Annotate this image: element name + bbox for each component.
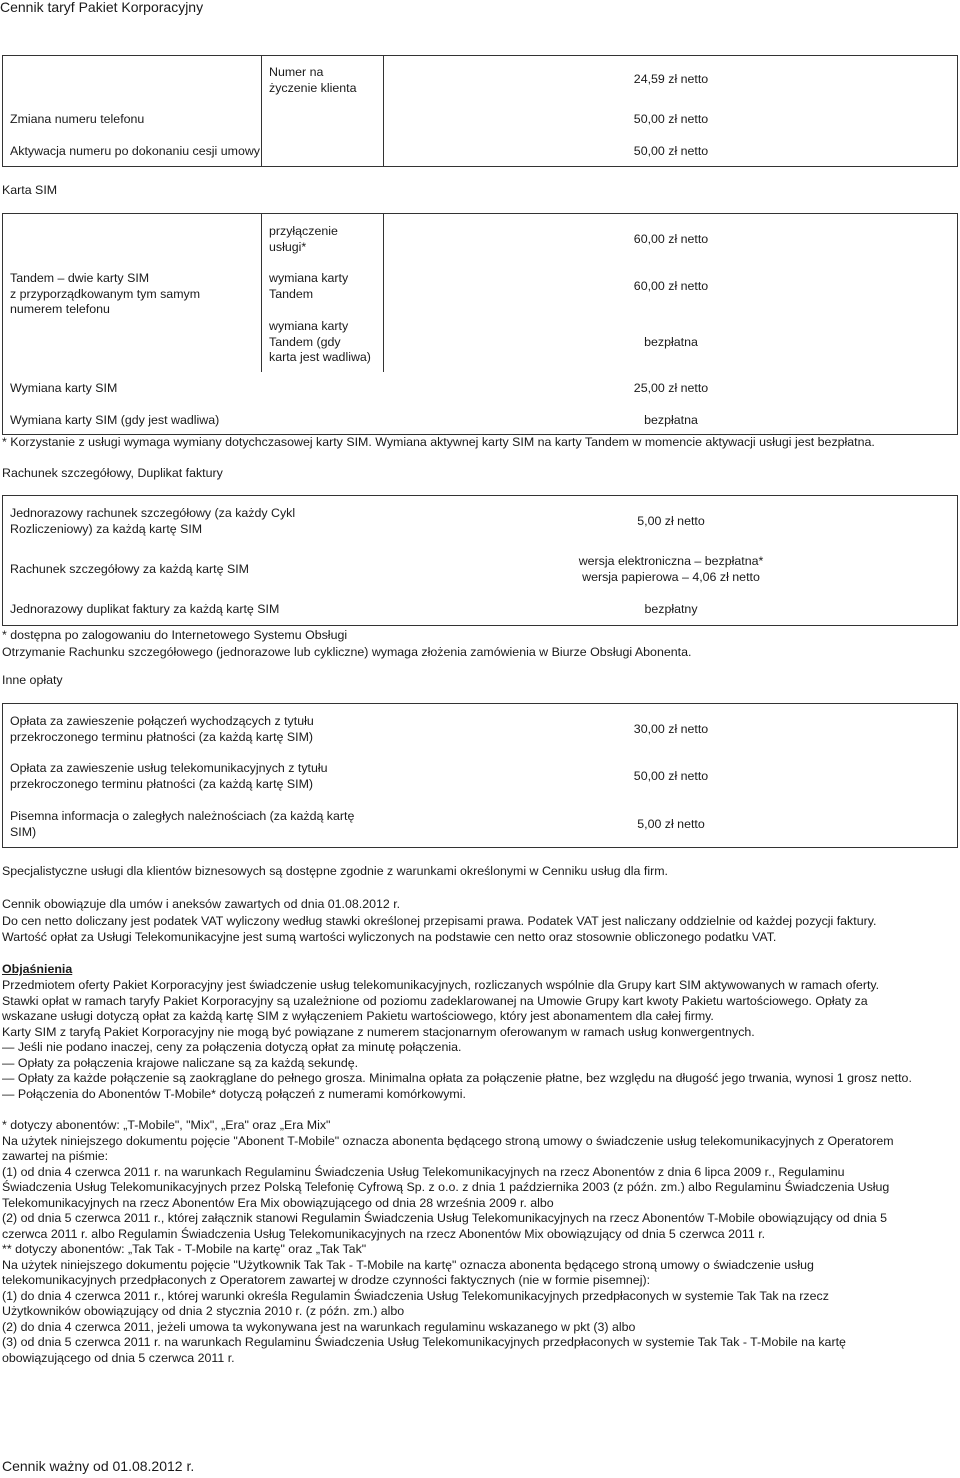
tandem-exchange-label: wymiana karty Tandem bbox=[269, 271, 349, 301]
number-sub-price: 24,59 zł netto bbox=[633, 72, 709, 86]
definition-line: (3) od dnia 5 czerwca 2011 r. na warunkach Regulaminu Świadczenia Usług Telekomunikacyjnych przedpłaconych w systemie Tak Tak - T-Mobile na kartę bbox=[2, 1335, 846, 1349]
definition-line: czerwca 2011 r. albo Regulamin Świadczenia Usług Telekomunikacyjnych na rzecz Abonentów Mix obowiązujący od dnia 5 czerwca 2011 r. bbox=[2, 1226, 766, 1241]
definition-line: Telekomunikacyjnych na rzecz Abonentów Era Mix obowiązującego od dnia 28 września 2009 r. albo bbox=[2, 1195, 554, 1210]
sim-exchange-label: Wymiana karty SIM bbox=[10, 381, 118, 395]
detailed-bill-price: wersja elektroniczna – bezpłatna* wersja papierowa – 4,06 zł netto bbox=[578, 554, 764, 584]
definitions-block bbox=[2, 1118, 894, 1366]
other-fees-table bbox=[2, 703, 958, 848]
explanation-line: Przedmiotem oferty Pakiet Korporacyjny jest świadczenie usług telekomunikacyjnych, rozliczanych wspólnie dla Grupy kart SIM aktywowanych w ramach oferty. bbox=[2, 978, 880, 992]
special-services-note: Specjalistyczne usługi dla klientów biznesowych są dostępne zgodnie z warunkami określonymi w Cenniku usług dla firm. bbox=[2, 864, 668, 878]
definition-line: * dotyczy abonentów: „T-Mobile", "Mix", „Era" oraz „Era Mix" bbox=[2, 1118, 331, 1132]
suspend-services-price: 50,00 zł netto bbox=[633, 769, 709, 783]
vat-note-2: Wartość opłat za Usługi Telekomunikacyjne jest sumą wartości wyliczonych na podstawie cen netto oraz stosownie obliczonego podatku VAT. bbox=[2, 930, 777, 944]
detailed-bill-once-label: Jednorazowy rachunek szczegółowy (za każdy Cykl Rozliczeniowy) za każdą kartę SIM bbox=[10, 506, 296, 536]
duplicate-invoice-price: bezpłatny bbox=[644, 602, 698, 616]
tandem-connect-label: przyłączenie usługi* bbox=[269, 224, 338, 254]
number-sub-label: Numer na życzenie klienta bbox=[269, 65, 357, 95]
explanation-line: — Opłaty za każde połączenie są zaokrąglane do pełnego grosza. Minimalna opłata za połączenie płatne, bez względu na długość jego trwania, wynosi 1 grosz netto. bbox=[2, 1071, 912, 1085]
change-number-price: 50,00 zł netto bbox=[633, 112, 709, 126]
bill-footnote-1: * dostępna po zalogowaniu do Internetowego Systemu Obsługi bbox=[2, 628, 348, 642]
definition-line: Na użytek niniejszego dokumentu pojęcie "Abonent T-Mobile" oznacza abonenta będącego stroną umowy o świadczenie usług telekomunikacyjnych z Operatorem bbox=[2, 1133, 894, 1148]
explanations-block bbox=[2, 978, 912, 1102]
explanation-line: wskazane usługi dotyczą opłat za każdą kartę SIM z wyłączeniem Pakietu wartościowego, który jest abonamentem dla całej firmy. bbox=[2, 1009, 714, 1023]
definition-line: obowiązującego od dnia 5 czerwca 2011 r. bbox=[2, 1350, 235, 1365]
definition-line: ** dotyczy abonentów: „Tak Tak - T-Mobile na kartę" oraz „Tak Tak" bbox=[2, 1242, 367, 1256]
suspend-outgoing-price: 30,00 zł netto bbox=[633, 722, 709, 736]
definition-line: Użytkowników obowiązujący od dnia 2 stycznia 2010 r. (z późn. zm.) albo bbox=[2, 1304, 405, 1318]
definition-line: (2) do dnia 4 czerwca 2011, jeżeli umowa ta wykonywana jest na warunkach regulaminu wskazanego w pkt (3) albo bbox=[2, 1319, 636, 1334]
bill-table bbox=[2, 495, 958, 626]
explanation-line: — Opłaty za połączenia krajowe naliczane są za każdą sekundę. bbox=[2, 1055, 359, 1070]
activation-price: 50,00 zł netto bbox=[633, 144, 709, 158]
vat-note-1: Do cen netto doliczany jest podatek VAT wyliczony według stawki określonej przepisami prawa. Podatek VAT jest naliczany oddzielnie od każdej pozycji faktury. bbox=[2, 914, 877, 928]
definition-line: (1) od dnia 4 czerwca 2011 r. na warunkach Regulaminu Świadczenia Usług Telekomunikacyjnych na rzecz Abonentów z dnia 6 lipca 2009 r., Regulaminu bbox=[2, 1164, 845, 1179]
sim-table bbox=[2, 213, 958, 435]
tandem-connect-price: 60,00 zł netto bbox=[633, 232, 709, 246]
footer-validity: Cennik ważny od 01.08.2012 r. bbox=[2, 1458, 195, 1474]
sim-footnote: * Korzystanie z usługi wymaga wymiany dotychczasowej karty SIM. Wymiana aktywnej karty SIM na karty Tandem w momencie aktywacji usługi jest bezpłatna. bbox=[2, 435, 875, 449]
suspend-services-label: Opłata za zawieszenie usług telekomunikacyjnych z tytułu przekroczonego terminu płatności (za każdą kartę SIM) bbox=[10, 761, 328, 791]
activation-label: Aktywacja numeru po dokonaniu cesji umowy bbox=[10, 144, 261, 158]
written-notice-label: Pisemna informacja o zaległych należnościach (za każdą kartę SIM) bbox=[10, 809, 355, 839]
definition-line: (2) od dnia 5 czerwca 2011 r., której załącznik stanowi Regulamin Świadczenia Usług Telekomunikacyjnych na rzecz Abonentów T-Mobile obowiązujący od dnia 5 bbox=[2, 1211, 888, 1225]
sim-defect-price: bezpłatna bbox=[644, 413, 698, 427]
suspend-outgoing-label: Opłata za zawieszenie połączeń wychodzących z tytułu przekroczonego terminu płatności (za każdą kartę SIM) bbox=[10, 714, 314, 744]
number-table bbox=[2, 55, 958, 167]
explanation-line: Karty SIM z taryfą Pakiet Korporacyjny nie mogą być powiązane z numerem stacjonarnym oferowanym w ramach usług konwergentnych. bbox=[2, 1024, 755, 1039]
written-notice-price: 5,00 zł netto bbox=[637, 817, 705, 831]
definition-line: (1) do dnia 4 czerwca 2011 r., której warunki określa Regulamin Świadczenia Usług Telekomunikacyjnych przedpłaconych w systemie Tak Tak na rzecz bbox=[2, 1288, 829, 1303]
tandem-defect-label: wymiana karty Tandem (gdy karta jest wadliwa) bbox=[269, 319, 371, 364]
detailed-bill-label: Rachunek szczegółowy za każdą kartę SIM bbox=[10, 562, 249, 576]
definition-line: zawartej na piśmie: bbox=[2, 1149, 109, 1163]
section-title-sim: Karta SIM bbox=[2, 183, 58, 197]
definition-line: Na użytek niniejszego dokumentu pojęcie "Użytkownik Tak Tak - T-Mobile na kartę" oznacza abonenta będącego stroną umowy o świadczenie usług bbox=[2, 1257, 814, 1272]
section-title-other: Inne opłaty bbox=[2, 673, 63, 687]
page-title: Cennik taryf Pakiet Korporacyjny bbox=[0, 0, 204, 15]
definition-line: telekomunikacyjnych przedpłaconych z Operatorem zawartej w drodze czynności faktycznych (nie w formie pisemnej): bbox=[2, 1273, 651, 1287]
sim-exchange-price: 25,00 zł netto bbox=[633, 381, 709, 395]
definition-line: Świadczenia Usług Telekomunikacyjnych przez Polską Telefonię Cyfrową Sp. z o.o. z dnia 1 października 2003 (z późn. zm.) albo Regulaminu Świadczenia Usług bbox=[2, 1180, 890, 1194]
duplicate-invoice-label: Jednorazowy duplikat faktury za każdą kartę SIM bbox=[10, 602, 280, 616]
explanation-line: Stawki opłat w ramach taryfy Pakiet Korporacyjny są uzależnione od poziomu zadeklarowanej na Umowie Grupy kart kwoty Pakietu wartościowego. Opłaty za bbox=[2, 993, 868, 1008]
tandem-defect-price: bezpłatna bbox=[644, 335, 698, 349]
explanation-line: — Połączenia do Abonentów T-Mobile* dotyczą połączeń z numerami komórkowymi. bbox=[2, 1086, 466, 1101]
sim-defect-label: Wymiana karty SIM (gdy jest wadliwa) bbox=[10, 413, 220, 427]
explanations-title: Objaśnienia bbox=[2, 962, 73, 976]
tandem-label: Tandem – dwie karty SIM z przyporządkowanym tym samym numerem telefonu bbox=[10, 271, 201, 316]
section-title-bill: Rachunek szczegółowy, Duplikat faktury bbox=[2, 466, 223, 480]
validity-note: Cennik obowiązuje dla umów i aneksów zawartych od dnia 01.08.2012 r. bbox=[2, 897, 401, 911]
change-number-label: Zmiana numeru telefonu bbox=[10, 112, 145, 126]
detailed-bill-once-price: 5,00 zł netto bbox=[637, 514, 705, 528]
explanation-line: — Jeśli nie podano inaczej, ceny za połączenia dotyczą opłat za minutę połączenia. bbox=[2, 1040, 462, 1054]
tandem-exchange-price: 60,00 zł netto bbox=[633, 279, 709, 293]
bill-footnote-2: Otrzymanie Rachunku szczegółowego (jednorazowe lub cykliczne) wymaga złożenia zamówienia w Biurze Obsługi Abonenta. bbox=[2, 645, 692, 659]
